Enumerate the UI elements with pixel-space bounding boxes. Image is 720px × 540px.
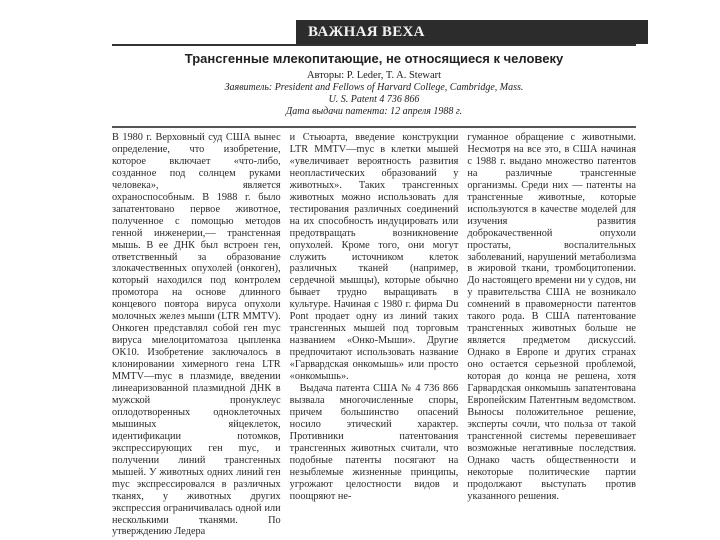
- patent-meta: [112, 70, 636, 118]
- issue-date: 12 апреля 1988 г.: [390, 106, 463, 117]
- authors-line: [112, 70, 636, 82]
- banner-rule: [112, 44, 636, 46]
- authors-label: Авторы:: [306, 70, 345, 81]
- text-column-3: [467, 132, 636, 530]
- column-2-paragraph-2: Выдача патента США № 4 736 866 вызвала многочисленные споры, причем большинство опасений носило этический характер. Противники патентования трансгенных животных считали, что подобные патенты посягают на незыблемые жизненные принципы, угрожают целостности видов и поощряют не-: [289, 383, 459, 502]
- column-1-paragraph-1: В 1980 г. Верховный суд США вынес определение, что изобретение, которое включает «что-либо, созданное под солнцем руками человека», является охраноспособным. В 1988 г. было запатентовано первое животное, полученное с помощью методов генной инженерии,— трансгенная мышь. В ее ДНК был встроен ген, ответственный за образование злокачественных опухолей (онкоген), который находился под контролем промотора на основе длинного концевого повтора вируса опухоли молочных желез мыши (LTR MMTV). Онкоген представлял собой ген myc вируса миелоцитоматоза цыпленка ОК10. Изобретение заключалось в клонировании химерного гена LTR MMTV—myc в плазмиде, введении линеаризованной плазмидной ДНК в мужской пронуклеус оплодотворенных одноклеточных мышиных яйцеклеток, идентификации потомков, экспрессирующих ген myc, и получении линий трансгенных мышей. У животных одних линий ген myc экспрессировался в различных тканях, у животных других экспрессия ограничивалась одной или несколькими тканями. По утверждению Ледера: [112, 132, 281, 538]
- authors-names: P. Leder, T. A. Stewart: [346, 70, 442, 81]
- article-body: [112, 132, 637, 538]
- patent-number: U. S. Patent 4 736 866: [328, 94, 420, 105]
- column-3-paragraph-1: гуманное обращение с животными. Несмотря на все это, в США начиная с 1988 г. выдано множество патентов на различные трансгенные организмы. Среди них — патенты на трансгенные животные, которые используются в качестве моделей для изучения развития доброкачественной опухоли простаты, воспалительных заболеваний, нарушений метаболизма в жировой ткани, тромбоцитопении. До настоящего времени ни у судов, ни у правительства США не возникало сомнений в правомерности патентов такого рода. В США патентование трансгенных животных больше не является предметом дискуссий. Однако в Европе и других странах оно остается серьезной проблемой, которая до конца не решена, хотя Гарвардская онкомышь запатентована Европейским Патентным ведомством. Выносы положительное решение, эксперты сочли, что польза от такой трансгенной системы перевешивает возможные негативные последствия. Однако часть общественности и некоторые политические партии продолжают выступать против указанного решения.: [467, 132, 637, 502]
- section-banner: ВАЖНАЯ ВЕХА: [296, 20, 648, 44]
- column-2-paragraph-1: и Стьюарта, введение конструкции LTR MMTV—myc в клетки мышей «увеличивает вероятность развития неопластических образований у животных». Таких трансгенных животных можно использовать для тестирования различных соединений на их способность индуцировать или предотвращать возникновение опухолей. Кроме того, они могут служить источником клеток различных тканей (например, сердечной мышцы), которые обычно бывает трудно выращивать в культуре. Начиная с 1980 г. фирма Du Pont продает одну из линий таких трансгенных мышей под торговым названием «Онко-Мыши». Другие предпочитают использовать название «Гарвардская онкомышь» или просто «онкомышь».: [289, 132, 459, 383]
- issue-date-label: Дата выдачи патента:: [285, 106, 388, 117]
- text-column-2: [290, 132, 459, 530]
- patent-number-line: [112, 94, 636, 106]
- applicant-label: Заявитель:: [224, 82, 273, 93]
- applicant-line: [112, 82, 636, 94]
- issue-date-line: [112, 106, 636, 118]
- text-column-1: [112, 132, 281, 538]
- header-divider: [112, 126, 636, 128]
- applicant-name: President and Fellows of Harvard College, Cambridge, Mass.: [274, 82, 524, 93]
- article-title: Трансгенные млекопитающие, не относящиеся к человеку: [184, 51, 564, 66]
